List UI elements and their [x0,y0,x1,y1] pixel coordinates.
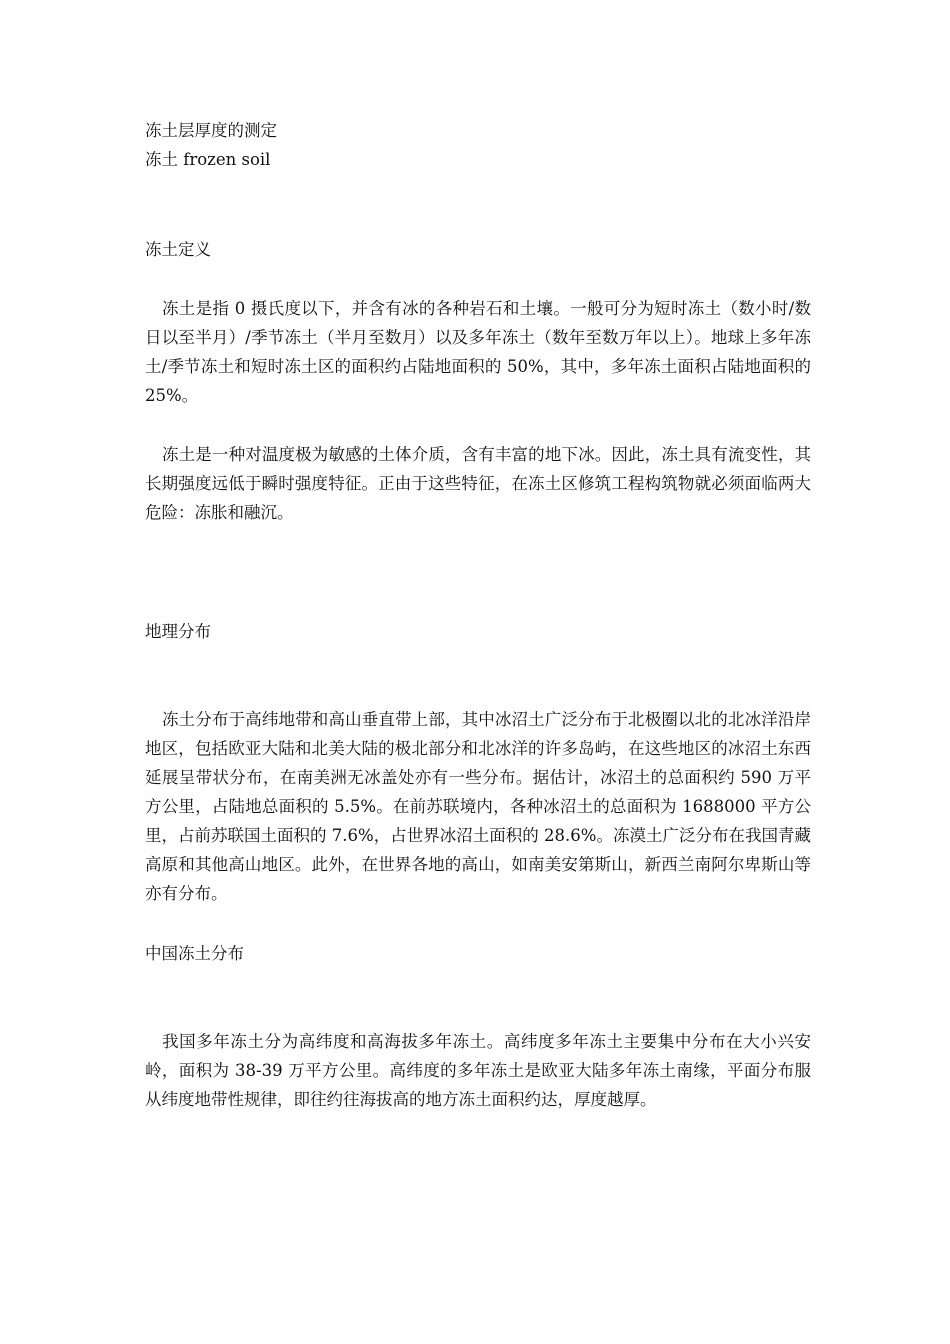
section-heading-geographic-distribution: 地理分布 [145,622,211,641]
document-title: 冻土层厚度的测定 [145,121,277,140]
document-header [145,116,811,174]
document-subtitle: 冻土 frozen soil [145,150,271,169]
paragraph-china-distribution: 我国多年冻土分为高纬度和高海拔多年冻土。高纬度多年冻土主要集中分布在大小兴安岭，面积为 38-39 万平方公里。高纬度的多年冻土是欧亚大陆多年冻土南缘，平面分布服从纬度地带性规律，即往约往海拔高的地方冻土面积约达，厚度越厚。 [145,1032,811,1109]
paragraph-definition-1: 冻土是指 0 摄氏度以下，并含有冰的各种岩石和土壤。一般可分为短时冻土（数小时/数日以至半月）/季节冻土（半月至数月）以及多年冻土（数年至数万年以上）。地球上多年冻土/季节冻土和短时冻土区的面积约占陆地面积的 50%，其中，多年冻土面积占陆地面积的 25%。 [145,299,811,405]
paragraph-definition-2: 冻土是一种对温度极为敏感的土体介质，含有丰富的地下冰。因此，冻土具有流变性，其长期强度远低于瞬时强度特征。正由于这些特征，在冻土区修筑工程构筑物就必须面临两大危险：冻胀和融沉。 [145,445,811,522]
paragraph-geographic-distribution: 冻土分布于高纬地带和高山垂直带上部，其中冰沼土广泛分布于北极圈以北的北冰洋沿岸地区，包括欧亚大陆和北美大陆的极北部分和北冰洋的许多岛屿，在这些地区的冰沼土东西延展呈带状分布，在南美洲无冰盖处亦有一些分布。据估计，冰沼土的总面积约 590 万平方公里，占陆地总面积的 5.5%。在前苏联境内，各种冰沼土的总面积为 1688000 平方公里，占前苏联国土面积的 7.6%，占世界冰沼土面积的 28.6%。冻漠土广泛分布在我国青藏高原和其他高山地区。此外，在世界各地的高山，如南美安第斯山，新西兰南阿尔卑斯山等亦有分布。 [145,710,811,903]
section-heading-definition: 冻土定义 [145,240,211,259]
section-heading-china-distribution: 中国冻土分布 [145,944,244,963]
